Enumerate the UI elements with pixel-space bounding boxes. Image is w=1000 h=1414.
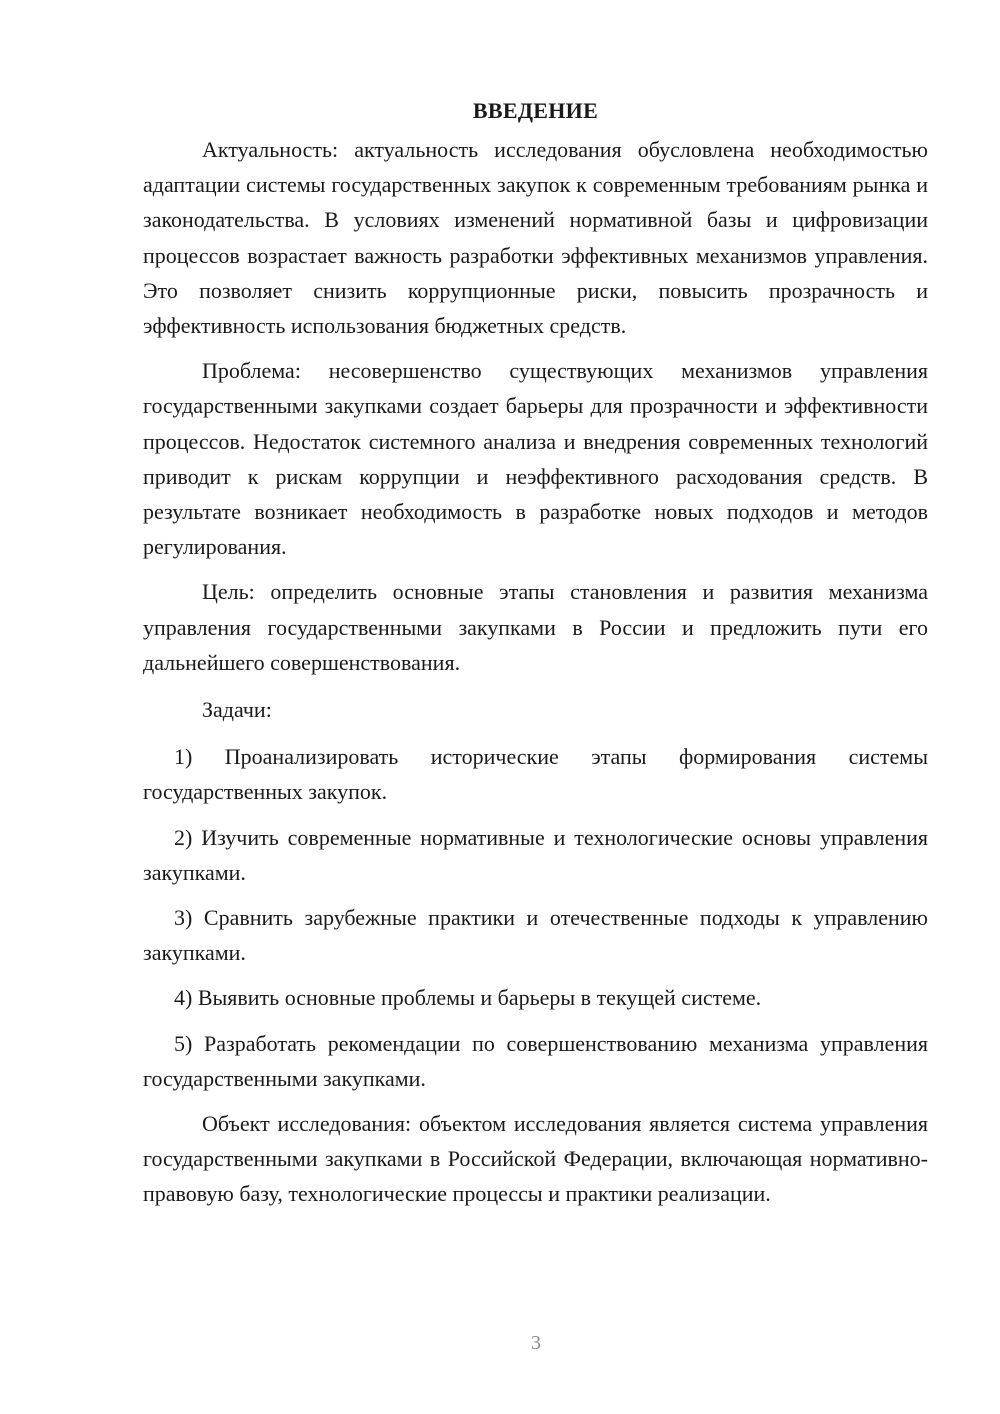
task-item-3: 3) Сравнить зарубежные практики и отечественные подходы к управлению закупками. (143, 905, 928, 966)
paragraph-problem: Проблема: несовершенство существующих механизмов управления государственными закупками создает барьеры для прозрачности и эффективности процессов. Недостаток системного анализа и внедрения современных технологий приводит к рискам коррупции и неэффективного расходования средств. В результате возникает необходимость в разработке новых подходов и методов регулирования. (143, 358, 928, 560)
paragraph-goal: Цель: определить основные этапы становления и развития механизма управления государственными закупками в России и предложить пути его дальнейшего совершенствования. (143, 579, 928, 675)
tasks-label: Задачи: (202, 697, 272, 723)
page-number: 3 (531, 1332, 541, 1354)
paragraph-object: Объект исследования: объектом исследования является система управления государственными закупками в Российской Федерации, включающая нормативно-правовую базу, технологические процессы и практики реализации. (143, 1111, 928, 1207)
section-heading: ВВЕДЕНИЕ (472, 98, 599, 123)
task-item-1: 1) Проанализировать исторические этапы формирования системы государственных закупок. (143, 744, 928, 805)
task-item-2: 2) Изучить современные нормативные и технологические основы управления закупками. (143, 824, 928, 885)
task-item-4: 4) Выявить основные проблемы и барьеры в текущей системе. (174, 985, 762, 1011)
task-item-5: 5) Разработать рекомендации по совершенствованию механизма управления государственными закупками. (143, 1030, 928, 1091)
paragraph-relevance: Актуальность: актуальность исследования обусловлена необходимостью адаптации системы государственных закупок к современным требованиям рынка и законодательства. В условиях изменений нормативной базы и цифровизации процессов возрастает важность разработки эффективных механизмов управления. Это позволяет снизить коррупционные риски, повысить прозрачность и эффективность использования бюджетных средств. (143, 137, 928, 339)
document-page (143, 96, 928, 1212)
